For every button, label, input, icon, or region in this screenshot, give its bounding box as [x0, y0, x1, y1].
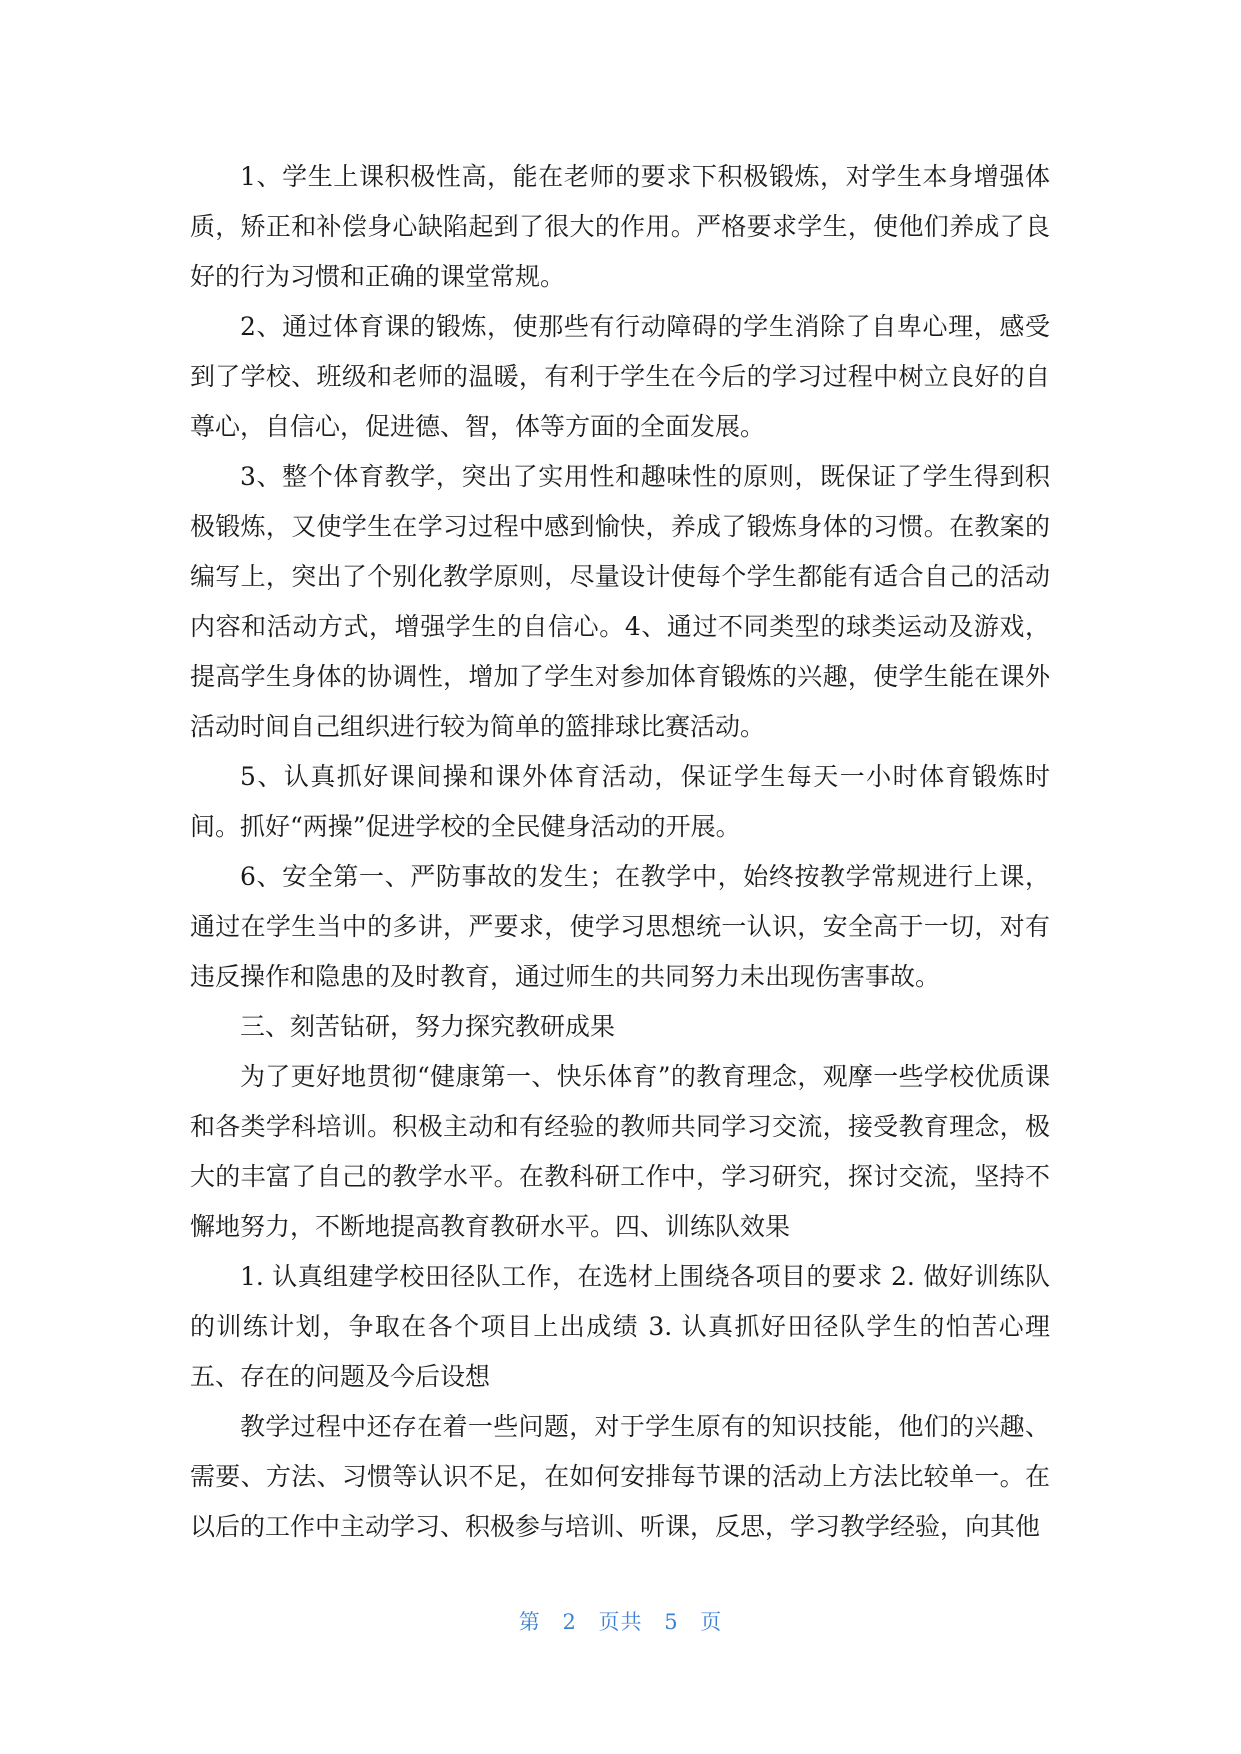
document-body — [190, 152, 1050, 1552]
footer-total-pages: 5 — [664, 1610, 679, 1634]
paragraph-item-2: 2、通过体育课的锻炼，使那些有行动障碍的学生消除了自卑心理，感受到了学校、班级和老师的温暖，有利于学生在今后的学习过程中树立良好的自尊心，自信心，促进德、智，体等方面的全面发展。 — [190, 312, 1050, 441]
footer-middle: 页共 — [598, 1610, 643, 1634]
page-footer — [0, 1606, 1241, 1636]
footer-current-page: 2 — [562, 1610, 577, 1634]
paragraph-research: 为了更好地贯彻“健康第一、快乐体育”的教育理念，观摩一些学校优质课和各类学科培训。积极主动和有经验的教师共同学习交流，接受教育理念，极大的丰富了自己的教学水平。在教科研工作中，学习研究，探讨交流，坚持不懈地努力，不断地提高教育教研水平。四、训练队效果 — [190, 1062, 1050, 1241]
paragraph-training-team: 1. 认真组建学校田径队工作，在选材上围绕各项目的要求 2. 做好训练队的训练计划，争取在各个项目上出成绩 3. 认真抓好田径队学生的怕苦心理五、存在的问题及今后设想 — [190, 1262, 1050, 1391]
paragraph-item-6: 6、安全第一、严防事故的发生；在教学中，始终按教学常规进行上课，通过在学生当中的多讲，严要求，使学习思想统一认识，安全高于一切，对有违反操作和隐患的及时教育，通过师生的共同努力未出现伤害事故。 — [190, 862, 1050, 991]
footer-suffix: 页 — [700, 1610, 723, 1634]
paragraph-item-5: 5、认真抓好课间操和课外体育活动，保证学生每天一小时体育锻炼时间。抓好“两操”促进学校的全民健身活动的开展。 — [190, 762, 1050, 841]
paragraph-item-1: 1、学生上课积极性高，能在老师的要求下积极锻炼，对学生本身增强体质，矫正和补偿身心缺陷起到了很大的作用。严格要求学生，使他们养成了良好的行为习惯和正确的课堂常规。 — [190, 162, 1050, 291]
footer-prefix: 第 — [518, 1610, 541, 1634]
paragraph-item-3-4: 3、整个体育教学，突出了实用性和趣味性的原则，既保证了学生得到积极锻炼，又使学生在学习过程中感到愉快，养成了锻炼身体的习惯。在教案的编写上，突出了个别化教学原则，尽量设计使每个学生都能有适合自己的活动内容和活动方式，增强学生的自信心。4、通过不同类型的球类运动及游戏，提高学生身体的协调性，增加了学生对参加体育锻炼的兴趣，使学生能在课外活动时间自己组织进行较为简单的篮排球比赛活动。 — [190, 462, 1050, 741]
section-heading-3: 三、刻苦钻研，努力探究教研成果 — [240, 1012, 616, 1041]
paragraph-problems: 教学过程中还存在着一些问题，对于学生原有的知识技能，他们的兴趣、需要、方法、习惯等认识不足，在如何安排每节课的活动上方法比较单一。在以后的工作中主动学习、积极参与培训、听课，反思，学习教学经验，向其他 — [190, 1412, 1050, 1541]
